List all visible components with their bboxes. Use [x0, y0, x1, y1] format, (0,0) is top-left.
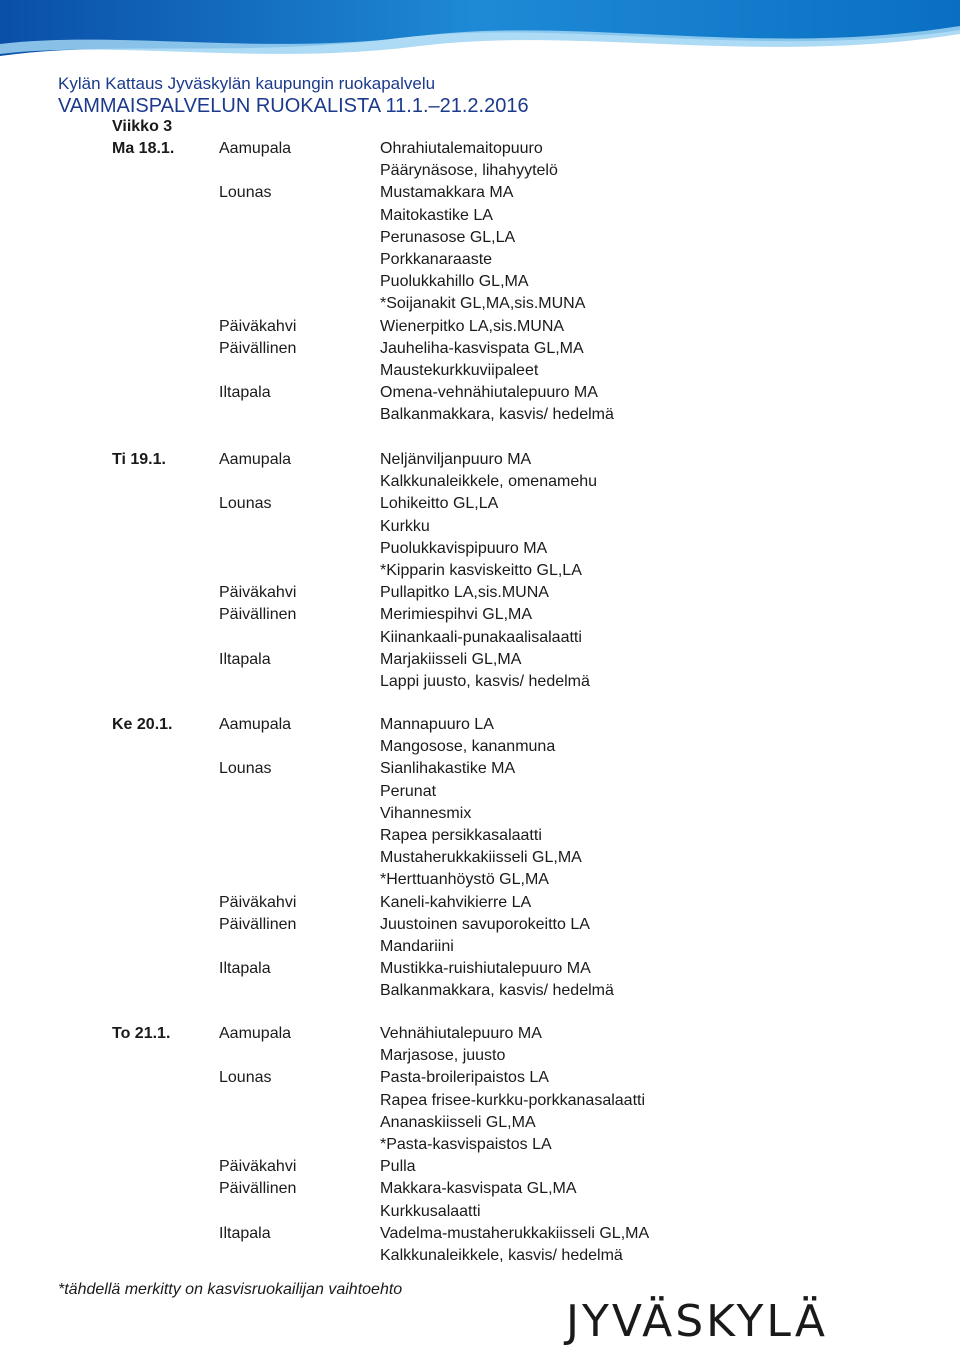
- jyvaskyla-logo: [566, 1296, 828, 1347]
- dish-item: Kurkkusalaatti: [380, 1202, 481, 1220]
- dish-item: Balkanmakkara, kasvis/ hedelmä: [380, 406, 614, 424]
- header-wave-graphic: [0, 0, 960, 75]
- day-name: Ke 20.1.: [112, 716, 173, 733]
- meal-label: Päiväkahvi: [219, 1158, 297, 1176]
- dish-item: *Herttuanhöystö GL,MA: [380, 871, 549, 889]
- dish-item: *Kipparin kasviskeitto GL,LA: [380, 562, 582, 579]
- dish-item: Ohrahiutalemaitopuuro: [380, 140, 543, 157]
- menu-title: VAMMAISPALVELUN RUOKALISTA 11.1.–21.2.2016: [58, 95, 529, 117]
- meal-label: Päiväkahvi: [219, 584, 297, 602]
- dish-item: Rapea frisee-kurkku-porkkanasalaatti: [380, 1091, 646, 1109]
- dish-item: Maustekurkkuviipaleet: [380, 362, 539, 379]
- dish-item: *Soijanakit GL,MA,sis.MUNA: [380, 295, 586, 313]
- dish-item: Neljänviljanpuuro MA: [380, 451, 532, 468]
- dish-item: Rapea persikkasalaatti: [380, 827, 542, 844]
- dish-item: Kiinankaali-punakaalisalaatti: [380, 628, 582, 646]
- meal-label: Päiväkahvi: [219, 893, 297, 911]
- meal-label: Päivällinen: [219, 915, 297, 933]
- dish-item: Sianlihakastike MA: [380, 760, 516, 778]
- meal-label: Iltapala: [219, 384, 271, 402]
- dish-item: Mustamakkara MA: [380, 184, 514, 202]
- meal-label: Aamupala: [219, 140, 292, 157]
- dish-item: *Pasta-kasvispaistos LA: [380, 1136, 552, 1153]
- dish-item: Mannapuuro LA: [380, 716, 494, 733]
- dish-item: Lappi juusto, kasvis/ hedelmä: [380, 673, 590, 690]
- dish-item: Lohikeitto GL,LA: [380, 495, 499, 513]
- dish-item: Jauheliha-kasvispata GL,MA: [380, 339, 584, 357]
- dish-item: Puolukkavispipuuro MA: [380, 539, 548, 557]
- meal-label: Lounas: [219, 1069, 272, 1087]
- dish-item: Kurkku: [380, 517, 430, 535]
- dish-item: Marjakiisseli GL,MA: [380, 650, 522, 668]
- meal-label: Lounas: [219, 495, 272, 513]
- day-name: Ma 18.1.: [112, 140, 175, 157]
- dish-item: Vihannesmix: [380, 804, 472, 822]
- meal-label: Päivällinen: [219, 339, 297, 357]
- dish-item: Mandariini: [380, 938, 454, 955]
- dish-item: Puolukkahillo GL,MA: [380, 273, 529, 291]
- dish-item: Kalkkunaleikkele, omenamehu: [380, 473, 598, 491]
- dish-item: Balkanmakkara, kasvis/ hedelmä: [380, 982, 614, 1000]
- meal-label: Aamupala: [219, 716, 292, 733]
- dish-item: Omena-vehnähiutalepuuro MA: [380, 384, 598, 402]
- meal-label: Päiväkahvi: [219, 317, 297, 335]
- document-header: [58, 74, 529, 118]
- dish-item: Maitokastike LA: [380, 206, 493, 224]
- dish-item: Vehnähiutalepuuro MA: [380, 1025, 542, 1042]
- meal-label: Aamupala: [219, 451, 292, 468]
- dish-item: Mustikka-ruishiutalepuuro MA: [380, 960, 591, 978]
- footnote: *tähdellä merkitty on kasvisruokailijan vaihtoehto: [58, 1281, 403, 1298]
- dish-item: Juustoinen savuporokeitto LA: [380, 915, 590, 933]
- dish-item: Perunat: [380, 782, 437, 800]
- dish-item: Päärynäsose, lihahyytelö: [380, 162, 558, 180]
- meal-label: Iltapala: [219, 960, 271, 978]
- dish-item: Perunasose GL,LA: [380, 228, 516, 246]
- meal-label: Lounas: [219, 184, 272, 202]
- dish-item: Kalkkunaleikkele, kasvis/ hedelmä: [380, 1247, 623, 1264]
- logo-wordmark: JYVÄSKYLÄ: [566, 1296, 828, 1347]
- dish-item: Merimiespihvi GL,MA: [380, 606, 533, 624]
- dish-item: Wienerpitko LA,sis.MUNA: [380, 317, 565, 335]
- meal-label: Aamupala: [219, 1025, 292, 1042]
- dish-item: Vadelma-mustaherukkakiisseli GL,MA: [380, 1224, 650, 1242]
- dish-item: Makkara-kasvispata GL,MA: [380, 1180, 577, 1198]
- dish-item: Porkkanaraaste: [380, 251, 493, 268]
- dish-item: Pullapitko LA,sis.MUNA: [380, 584, 549, 602]
- dish-item: Mustaherukkakiisseli GL,MA: [380, 849, 582, 867]
- dish-item: Kaneli-kahvikierre LA: [380, 893, 532, 911]
- day-name: To 21.1.: [112, 1025, 171, 1042]
- organization-line: Kylän Kattaus Jyväskylän kaupungin ruokapalvelu: [58, 74, 436, 93]
- meal-label: Lounas: [219, 760, 272, 778]
- dish-item: Pasta-broileripaistos LA: [380, 1069, 549, 1087]
- meal-label: Päivällinen: [219, 606, 297, 624]
- meal-label: Päivällinen: [219, 1180, 297, 1198]
- dish-item: Ananaskiisseli GL,MA: [380, 1113, 536, 1131]
- meal-label: Iltapala: [219, 650, 271, 668]
- dish-item: Pulla: [380, 1158, 416, 1176]
- meal-label: Iltapala: [219, 1224, 271, 1242]
- day-name: Ti 19.1.: [112, 451, 166, 468]
- week-label: Viikko 3: [112, 118, 173, 135]
- dish-item: Mangosose, kananmuna: [380, 738, 556, 756]
- dish-item: Marjasose, juusto: [380, 1047, 506, 1065]
